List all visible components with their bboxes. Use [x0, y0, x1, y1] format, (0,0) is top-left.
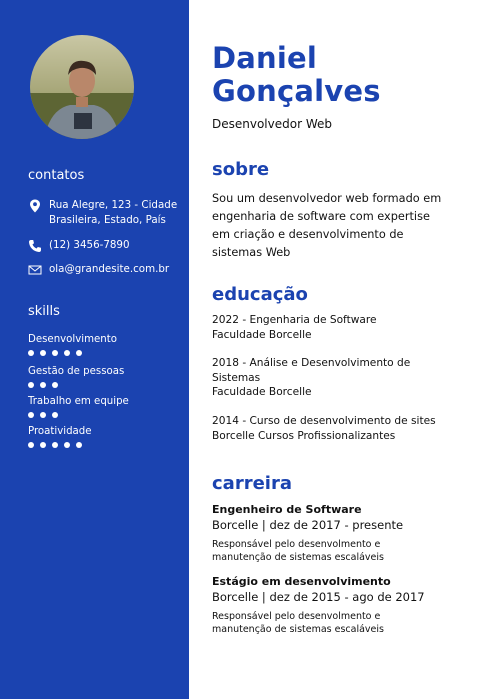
- education-item: [212, 414, 452, 443]
- skill-level-dots: [28, 382, 124, 388]
- skill-level-dots: [28, 442, 92, 448]
- sidebar: [0, 0, 189, 699]
- phone-icon: [28, 239, 42, 253]
- education-line: 2022 - Engenharia de Software: [212, 314, 377, 326]
- education-line: Faculdade Borcelle: [212, 386, 312, 398]
- skill-dot: [40, 412, 46, 418]
- contact-phone: [28, 238, 184, 253]
- skill-dot: [40, 442, 46, 448]
- skill-dot: [28, 412, 34, 418]
- skill-label: Gestão de pessoas: [28, 366, 125, 377]
- skill-dot: [28, 382, 34, 388]
- education-line: Borcelle Cursos Profissionalizantes: [212, 429, 396, 442]
- skill-dot: [76, 350, 82, 356]
- address-text: Rua Alegre, 123 - Cidade Brasileira, Estado, País: [49, 199, 178, 226]
- contact-email: [28, 262, 184, 277]
- skill-item: [28, 365, 124, 388]
- skill-label: Trabalho em equipe: [28, 396, 129, 407]
- career-job-title: Estágio em desenvolvimento: [212, 575, 391, 588]
- career-job-sub: Borcelle | dez de 2017 - presente: [212, 518, 404, 532]
- skill-dot: [52, 350, 58, 356]
- skill-dot: [52, 382, 58, 388]
- phone-text: (12) 3456-7890: [49, 239, 130, 251]
- profile-photo: [30, 35, 134, 139]
- skill-level-dots: [28, 350, 117, 356]
- career-job-desc: Responsável pelo desenvolmento e manutenção de sistemas escaláveis: [212, 539, 384, 563]
- skill-item: [28, 425, 92, 448]
- skill-dot: [52, 412, 58, 418]
- skill-label: Desenvolvimento: [28, 334, 117, 345]
- mail-icon: [28, 263, 42, 277]
- skill-item: [28, 333, 117, 356]
- about-title: sobre: [212, 159, 270, 180]
- education-item: [212, 356, 452, 400]
- location-pin-icon: [28, 199, 42, 213]
- about-text: Sou um desenvolvedor web formado em engenharia de software com expertise em criação e desenvolvimento de sistemas Web: [212, 192, 442, 259]
- name-first: Daniel: [212, 41, 318, 75]
- contacts-title: contatos: [28, 168, 85, 183]
- career-title: carreira: [212, 473, 292, 494]
- skills-title: skills: [28, 304, 60, 319]
- job-role: Desenvolvedor Web: [212, 117, 332, 131]
- email-text: ola@grandesite.com.br: [49, 263, 170, 275]
- career-job-desc: Responsável pelo desenvolmento e manutenção de sistemas escaláveis: [212, 611, 384, 635]
- education-line: Faculdade Borcelle: [212, 328, 312, 341]
- avatar: [30, 35, 134, 139]
- skill-level-dots: [28, 412, 129, 418]
- name-last: Gonçalves: [212, 74, 381, 108]
- education-title: educação: [212, 284, 308, 305]
- skill-dot: [28, 442, 34, 448]
- education-line: 2018 - Análise e Desenvolvimento de Sistemas: [212, 357, 411, 384]
- skill-dot: [76, 442, 82, 448]
- contact-address: [28, 198, 184, 228]
- education-item: [212, 313, 452, 342]
- person-name: [212, 42, 381, 108]
- skill-dot: [64, 350, 70, 356]
- skill-dot: [40, 350, 46, 356]
- education-line: 2014 - Curso de desenvolvimento de sites: [212, 415, 436, 427]
- skill-item: [28, 395, 129, 418]
- career-job-sub: Borcelle | dez de 2015 - ago de 2017: [212, 590, 425, 604]
- skill-dot: [28, 350, 34, 356]
- skill-dot: [52, 442, 58, 448]
- skill-label: Proatividade: [28, 426, 92, 437]
- skill-dot: [40, 382, 46, 388]
- career-job-title: Engenheiro de Software: [212, 503, 362, 516]
- skill-dot: [64, 442, 70, 448]
